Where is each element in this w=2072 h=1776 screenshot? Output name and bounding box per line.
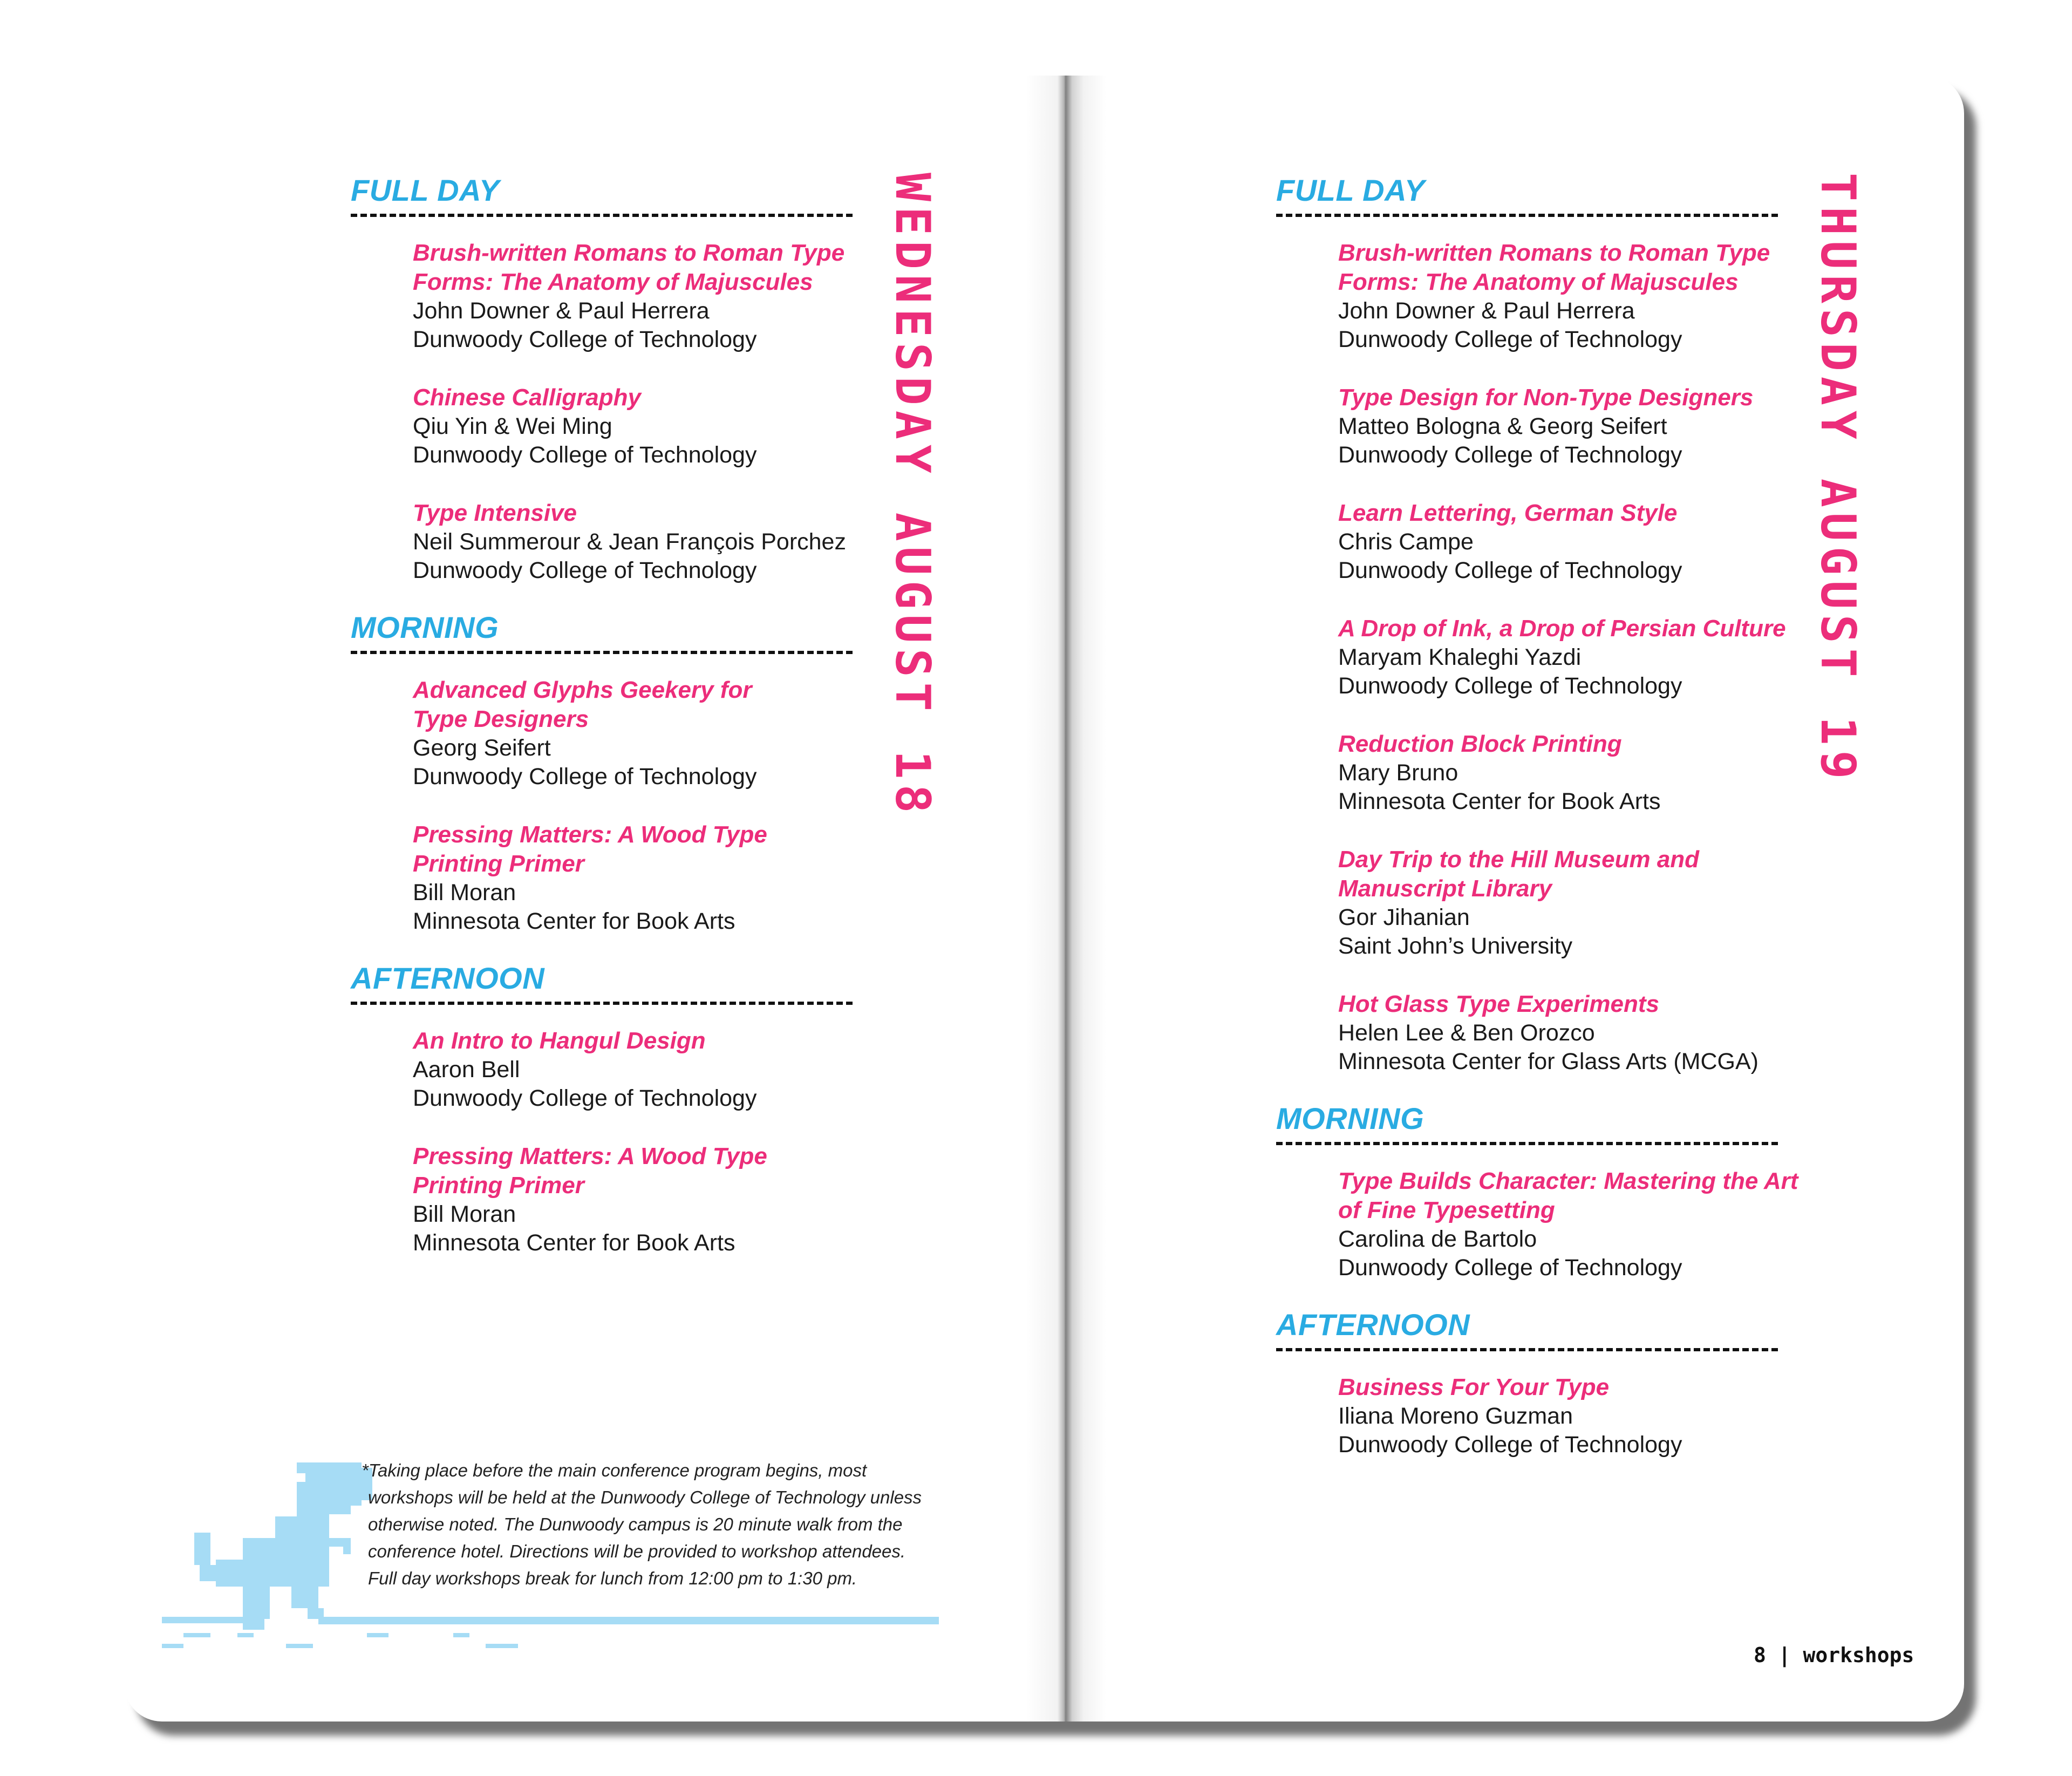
workshop-item (1338, 730, 1824, 816)
workshop-presenter: Bill Moran (413, 1201, 516, 1227)
workshop-title: An Intro to Hangul Design (413, 1028, 706, 1054)
workshop-location: Dunwoody College of Technology (413, 1085, 757, 1111)
workshop-title: Advanced Glyphs Geekery for (413, 677, 752, 703)
workshop-title: Chinese Calligraphy (413, 384, 642, 411)
workshop-title: Type Design for Non-Type Designers (1338, 384, 1754, 411)
workshop-title: Manuscript Library (1338, 875, 1552, 902)
workshop-title: Reduction Block Printing (1338, 731, 1622, 757)
workshop-presenter: John Downer & Paul Herrera (413, 298, 710, 324)
workshop-title: Brush-written Romans to Roman Type (1338, 240, 1770, 266)
section-heading-morning: MORNING (1276, 1101, 1424, 1135)
workshop-location: Dunwoody College of Technology (1338, 673, 1682, 699)
footnote-line: workshops will be held at the Dunwoody College of Technology unless (368, 1487, 922, 1507)
dashed-divider (1276, 1348, 1778, 1351)
workshop-location: Dunwoody College of Technology (1338, 1432, 1682, 1458)
workshop-presenter: Carolina de Bartolo (1338, 1226, 1537, 1252)
workshop-location: Dunwoody College of Technology (1338, 557, 1682, 583)
workshop-title: Learn Lettering, German Style (1338, 500, 1678, 526)
workshop-title: Type Builds Character: Mastering the Art (1338, 1168, 1798, 1194)
workshop-footnote (362, 1457, 1063, 1592)
workshop-item (413, 239, 898, 354)
footnote-line: conference hotel. Directions will be provided to workshop attendees. (368, 1541, 906, 1561)
workshop-item (1338, 1167, 1824, 1282)
workshop-presenter: Bill Moran (413, 880, 516, 906)
dashed-divider (351, 651, 853, 654)
workshop-item (413, 676, 898, 791)
workshop-location: Dunwoody College of Technology (413, 326, 757, 352)
day-date-label-left: WEDNESDAY AUGUST 18 (885, 173, 940, 819)
day-date-label-right: THURSDAY AUGUST 19 (1810, 173, 1866, 785)
workshop-item (1338, 1373, 1824, 1459)
workshop-title: Pressing Matters: A Wood Type (413, 821, 767, 848)
workshop-title: Forms: The Anatomy of Majuscules (1338, 269, 1739, 295)
workshop-item (1338, 990, 1824, 1076)
workshop-location: Dunwoody College of Technology (1338, 442, 1682, 468)
dashed-divider (1276, 214, 1778, 217)
workshop-location: Minnesota Center for Book Arts (1338, 788, 1661, 814)
workshop-location: Minnesota Center for Book Arts (413, 1230, 735, 1256)
left-page-schedule (351, 172, 898, 1281)
workshop-item (413, 383, 898, 469)
footnote-line: *Taking place before the main conference program begins, most (362, 1460, 867, 1480)
section-heading-afternoon: AFTERNOON (351, 961, 545, 995)
workshop-presenter: Mary Bruno (1338, 760, 1458, 786)
workshop-title: A Drop of Ink, a Drop of Persian Culture (1338, 615, 1786, 642)
workshop-title: Printing Primer (413, 1172, 584, 1199)
section-heading-full-day: FULL DAY (1276, 173, 1425, 207)
workshop-title: Brush-written Romans to Roman Type (413, 240, 845, 266)
right-page-schedule (1276, 172, 1824, 1483)
page-number: 8 | workshops (1754, 1643, 1914, 1667)
workshop-location: Dunwoody College of Technology (1338, 1255, 1682, 1281)
workshop-presenter: Iliana Moreno Guzman (1338, 1403, 1573, 1429)
workshop-presenter: Georg Seifert (413, 735, 551, 761)
workshop-title: Pressing Matters: A Wood Type (413, 1143, 767, 1169)
workshop-title: Type Designers (413, 706, 589, 732)
workshop-location: Dunwoody College of Technology (413, 764, 757, 790)
dashed-divider (351, 214, 853, 217)
workshop-presenter: Qiu Yin & Wei Ming (413, 413, 612, 439)
workshop-title: Type Intensive (413, 500, 577, 526)
dashed-divider (1276, 1142, 1778, 1145)
workshop-presenter: John Downer & Paul Herrera (1338, 298, 1635, 324)
footnote-line: otherwise noted. The Dunwoody campus is 20 minute walk from the (368, 1514, 903, 1534)
workshop-presenter: Aaron Bell (413, 1057, 520, 1083)
workshop-item (413, 820, 898, 936)
footnote-line: Full day workshops break for lunch from 12:00 pm to 1:30 pm. (368, 1568, 857, 1588)
workshop-title: Business For Your Type (1338, 1374, 1610, 1400)
workshop-presenter: Gor Jihanian (1338, 904, 1470, 930)
workshop-title: Day Trip to the Hill Museum and (1338, 846, 1700, 873)
workshop-location: Saint John’s University (1338, 933, 1573, 959)
workshop-item (413, 1142, 898, 1257)
workshop-title: Forms: The Anatomy of Majuscules (413, 269, 813, 295)
booklet-spread (124, 76, 1964, 1721)
workshop-presenter: Helen Lee & Ben Orozco (1338, 1020, 1595, 1046)
workshop-item (413, 1026, 898, 1113)
workshop-title: Printing Primer (413, 850, 584, 877)
workshop-item (1338, 383, 1824, 469)
section-heading-full-day: FULL DAY (351, 173, 500, 207)
workshop-item (1338, 239, 1824, 354)
workshop-item (1338, 845, 1824, 961)
workshop-item (1338, 614, 1824, 700)
dashed-divider (351, 1002, 853, 1005)
workshop-location: Dunwoody College of Technology (1338, 326, 1682, 352)
workshop-title: Hot Glass Type Experiments (1338, 991, 1660, 1017)
workshop-location: Minnesota Center for Book Arts (413, 908, 735, 934)
workshop-presenter: Matteo Bologna & Georg Seifert (1338, 413, 1667, 439)
workshop-presenter: Maryam Khaleghi Yazdi (1338, 644, 1582, 670)
workshop-presenter: Chris Campe (1338, 529, 1474, 555)
section-heading-morning: MORNING (351, 610, 499, 644)
workshop-location: Dunwoody College of Technology (413, 557, 757, 583)
workshop-location: Minnesota Center for Glass Arts (MCGA) (1338, 1049, 1759, 1074)
workshop-item (1338, 499, 1824, 585)
workshop-item (413, 499, 898, 585)
workshop-title: of Fine Typesetting (1338, 1197, 1555, 1223)
workshop-presenter: Neil Summerour & Jean François Porchez (413, 529, 846, 555)
workshop-location: Dunwoody College of Technology (413, 442, 757, 468)
section-heading-afternoon: AFTERNOON (1276, 1308, 1470, 1342)
